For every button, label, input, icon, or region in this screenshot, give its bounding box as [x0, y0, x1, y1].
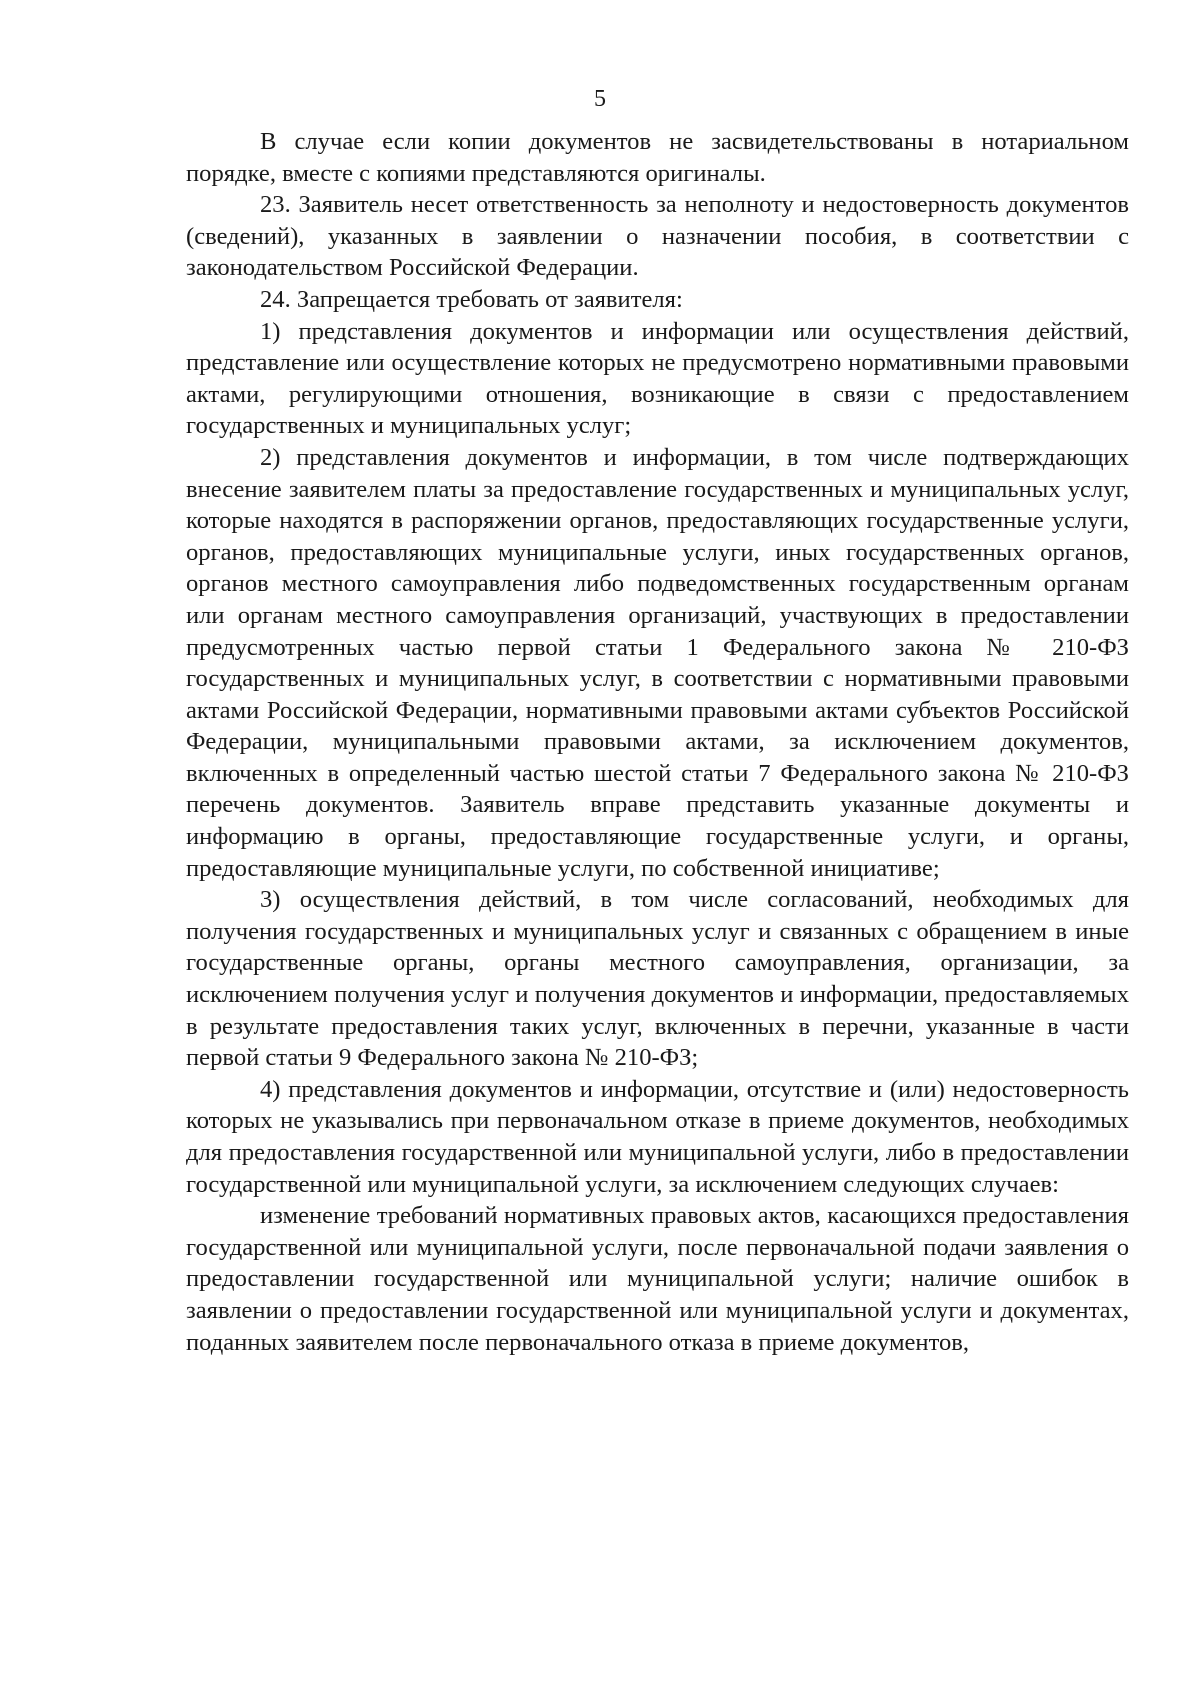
- list-item-4: 4) представления документов и информации, отсутствие и (или) недостоверность которых не указывались при первоначальном отказе в приеме документов, необходимых для предоставления государственной или муниципальной услуги, либо в предоставлении государственной или муниципальной услуги, за исключением следующих случаев:: [186, 1075, 1129, 1198]
- paragraph-exceptions: изменение требований нормативных правовых актов, касающихся предоставления государственной или муниципальной услуги, после первоначальной подачи заявления о предоставлении государственной или муниципальной услуги; наличие ошибок в заявлении о предоставлении государственной или муниципальной услуги и документах, поданных заявителем после первоначального отказа в приеме документов,: [186, 1202, 1129, 1356]
- list-item-2: 2) представления документов и информации, в том числе подтверждающих внесение заявителем платы за предоставление государственных и муниципальных услуг, которые находятся в распоряжении органов, предоставляющих государственные услуги, органов, предоставляющих муниципальные услуги, иных государственных органов, органов местного самоуправления либо подведомственных государственным органам или органам местного самоуправления организаций, участвующих в предоставлении предусмотренных частью первой статьи 1 Федерального закона № 210-ФЗ государственных и муниципальных услуг, в соответствии с нормативными правовыми актами Российской Федерации, нормативными правовыми актами субъектов Российской Федерации, муниципальными правовыми актами, за исключением документов, включенных в определенный частью шестой статьи 7 Федерального закона № 210-ФЗ перечень документов. Заявитель вправе представить указанные документы и информацию в органы, предоставляющие государственные услуги, и органы, предоставляющие муниципальные услуги, по собственной инициативе;: [186, 443, 1129, 882]
- list-item-3: 3) осуществления действий, в том числе согласований, необходимых для получения государственных и муниципальных услуг и связанных с обращением в иные государственные органы, органы местного самоуправления, организации, за исключением получения услуг и получения документов и информации, предоставляемых в результате предоставления таких услуг, включенных в перечни, указанные в части первой статьи 9 Федерального закона № 210-ФЗ;: [186, 886, 1129, 1072]
- document-body: [186, 126, 1129, 1358]
- paragraph-24: 24. Запрещается требовать от заявителя:: [260, 285, 683, 313]
- page-number: 5: [594, 86, 606, 112]
- list-item-1: 1) представления документов и информации или осуществления действий, представление или осуществление которых не предусмотрено нормативными правовыми актами, регулирующими отношения, возникающие в связи с предоставлением государственных и муниципальных услуг;: [186, 317, 1129, 440]
- paragraph-notarization: В случае если копии документов не засвидетельствованы в нотариальном порядке, вместе с копиями представляются оригиналы.: [186, 128, 1129, 187]
- paragraph-23: 23. Заявитель несет ответственность за неполноту и недостоверность документов (сведений), указанных в заявлении о назначении пособия, в соответствии с законодательством Российской Федерации.: [186, 191, 1129, 282]
